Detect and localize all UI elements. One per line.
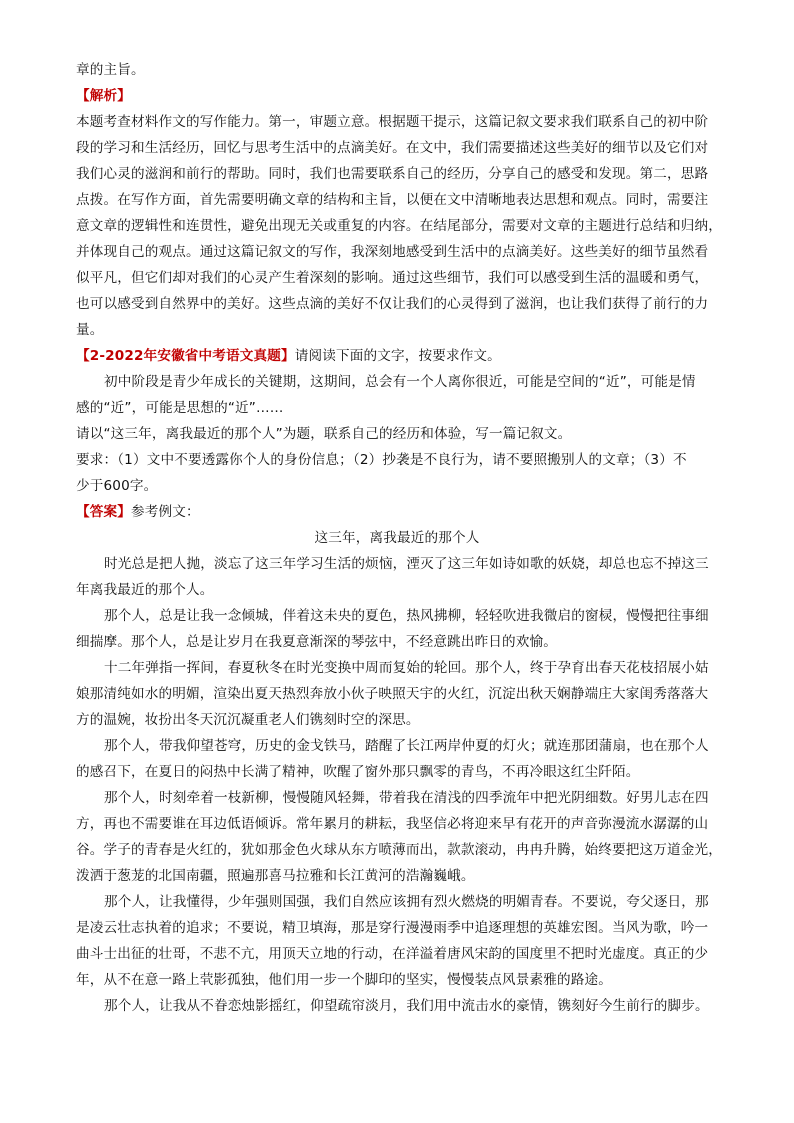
text-line: 是凌云壮志执着的追求；不要说，精卫填海，那是穿行漫漫雨季中追逐理想的英雄宏图。当风为歌，吟一 (76, 920, 709, 936)
essay-title: 这三年，离我最近的那个人 (314, 530, 480, 546)
text-line: 少于600字。 (76, 478, 158, 494)
text-line: 初中阶段是青少年成长的关键期，这期间，总会有一个人离你很近，可能是空间的“近”，可能是情 (104, 374, 696, 390)
text-line: 那个人，带我仰望苍穹，历史的金戈铁马，踏醒了长江两岸仲夏的灯火；就连那团蒲扇，也在那个人 (104, 738, 709, 754)
question-header-line (76, 346, 730, 366)
text-line: 我们心灵的滋润和前行的帮助。同时，我们也需要联系自己的经历，分享自己的感受和发现。第二，思路 (76, 166, 709, 182)
text-line: 似平凡，但它们却对我们的心灵产生着深刻的影响。通过这些细节，我们可以感受到生活的温暖和勇气， (76, 270, 709, 286)
text-line: 十二年弹指一挥间，春夏秋冬在时光变换中周而复始的轮回。那个人，终于孕育出春天花枝招展小姑 (104, 660, 709, 676)
text-line: 量。 (76, 322, 104, 338)
text-line: 年离我最近的那个人。 (76, 582, 214, 598)
text-line: 谷。学子的青春是火红的，犹如那金色火球从东方喷薄而出，款款滚动，冉冉升腾，始终要把这万道金光， (76, 842, 722, 858)
answer-label: 【答案】 (76, 504, 131, 520)
section-heading-analysis: 【解析】 (76, 88, 131, 104)
text-line: 方，再也不需要谁在耳边低语倾诉。常年累月的耕耘，我坚信必将迎来早有花开的声音弥漫流水潺潺的山 (76, 816, 709, 832)
answer-note: 参考例文： (130, 504, 200, 520)
text-line: 感的“近”，可能是思想的“近”…… (76, 400, 284, 416)
text-line: 章的主旨。 (76, 62, 145, 78)
text-line: 请以“这三年，离我最近的那个人”为题，联系自己的经历和体验，写一篇记叙文。 (76, 426, 572, 442)
text-line: 娘那清纯如水的明媚，渲染出夏天热烈奔放小伙子映照天宇的火红，沉淀出秋天娴静端庄大家闺秀落落大 (76, 686, 709, 702)
text-line: 也可以感受到自然界中的美好。这些点滴的美好不仅让我们的心灵得到了滋润，也让我们获得了前行的力 (76, 296, 709, 312)
text-line: 并体现自己的观点。通过这篇记叙文的写作，我深刻地感受到生活中的点滴美好。这些美好的细节虽然看 (76, 244, 709, 260)
text-line: 方的温婉，妆扮出冬天沉沉凝重老人们镌刻时空的深思。 (76, 712, 420, 728)
text-line: 那个人，让我懂得，少年强则国强，我们自然应该拥有烈火燃烧的明媚青春。不要说，夸父逐日，那 (104, 894, 709, 910)
text-line: 的感召下，在夏日的闷热中长满了精神，吹醒了窗外那只飘零的青鸟，不再冷眼这红尘阡陌。 (76, 764, 640, 780)
text-line: 时光总是把人抛，淡忘了这三年学习生活的烦恼，湮灭了这三年如诗如歌的妖娆，却总也忘不掉这三 (104, 556, 709, 572)
text-line: 段的学习和生活经历，回忆与思考生活中的点滴美好。在文中，我们需要描述这些美好的细节以及它们对 (76, 140, 709, 156)
text-line: 点拨。在写作方面，首先需要明确文章的结构和主旨，以便在文中清晰地表达思想和观点。同时，需要注 (76, 192, 709, 208)
question-instruction: 请阅读下面的文字，按要求作文。 (294, 348, 501, 364)
text-line: 要求：（1）文中不要透露你个人的身份信息；（2）抄袭是不良行为，请不要照搬别人的文章；（3）不 (76, 452, 687, 468)
question-source-label: 【2-2022年安徽省中考语文真题】 (76, 348, 295, 364)
text-line: 那个人，让我从不眷恋烛影摇红，仰望疏帘淡月，我们用中流击水的豪情，镌刻好今生前行的脚步。 (104, 998, 709, 1014)
text-line: 那个人，时刻牵着一枝新柳，慢慢随风轻舞，带着我在清浅的四季流年中把光阴细数。好男儿志在四 (104, 790, 709, 806)
text-line: 细揣摩。那个人，总是让岁月在我夏意渐深的琴弦中，不经意跳出昨日的欢愉。 (76, 634, 558, 650)
text-line: 那个人，总是让我一念倾城，伴着这未央的夏色，热风拂柳，轻轻吹进我微启的窗棂，慢慢把往事细 (104, 608, 709, 624)
text-line: 年，从不在意一路上茕影孤独，他们用一步一个脚印的坚实，慢慢装点风景素雅的路途。 (76, 972, 613, 988)
text-line: 意文章的逻辑性和连贯性，避免出现无关或重复的内容。在结尾部分，需要对文章的主题进行总结和归纳， (76, 218, 722, 234)
text-line: 泼洒于葱茏的北国南疆，照遍那喜马拉雅和长江黄河的浩瀚巍峨。 (76, 868, 475, 884)
text-line: 本题考查材料作文的写作能力。第一，审题立意。根据题干提示，这篇记叙文要求我们联系自己的初中阶 (76, 114, 709, 130)
answer-header-line (76, 502, 730, 522)
text-line: 曲斗士出征的壮哥，不悲不亢，用顶天立地的行动，在洋溢着唐风宋韵的国度里不把时光虚度。真正的少 (76, 946, 709, 962)
